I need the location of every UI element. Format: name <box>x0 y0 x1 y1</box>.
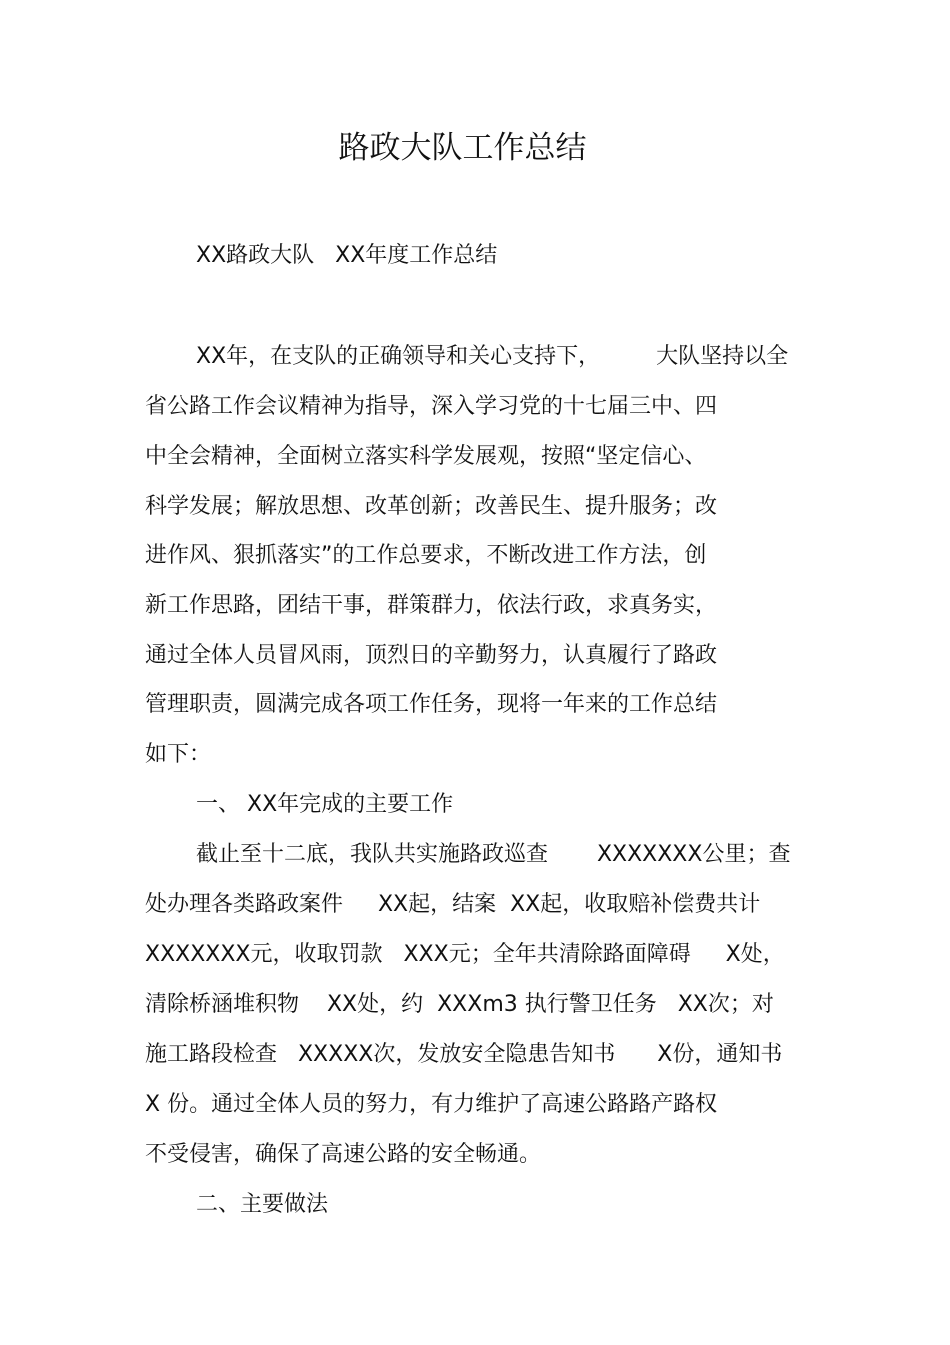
paragraph-line: 省公路工作会议精神为指导，深入学习党的十七届三中、四 <box>145 394 718 419</box>
paragraph-line: XX年，在支队的正确领导和关心支持下， 大队坚持以全 <box>196 344 789 369</box>
paragraph-line: XXXXXXX元，收取罚款 XXX元；全年共清除路面障碍 X处， <box>145 942 785 967</box>
paragraph-line: 进作风、狠抓落实”的工作总要求，不断改进工作方法，创 <box>145 543 707 568</box>
paragraph-line: X 份。通过全体人员的努力，有力维护了高速公路路产路权 <box>145 1092 718 1117</box>
paragraph-line: 通过全体人员冒风雨，顶烈日的辛勤努力，认真履行了路政 <box>145 643 718 668</box>
section-heading-1: 一、 XX年完成的主要工作 <box>196 792 454 817</box>
paragraph-line: 中全会精神，全面树立落实科学发展观，按照“坚定信心、 <box>145 444 707 469</box>
paragraph-line: 管理职责，圆满完成各项工作任务，现将一年来的工作总结 <box>145 692 718 717</box>
paragraph-line: 处办理各类路政案件 XX起，结案 XX起，收取赔补偿费共计 <box>145 892 761 917</box>
document-subtitle: XX路政大队 XX年度工作总结 <box>196 243 498 268</box>
paragraph-line: 科学发展；解放思想、改革创新；改善民生、提升服务；改 <box>145 494 718 519</box>
paragraph-line: 截止至十二底，我队共实施路政巡查 XXXXXXX公里；查 <box>196 842 791 867</box>
section-heading-2: 二、主要做法 <box>196 1192 329 1217</box>
paragraph-line: 施工路段检查 XXXXX次，发放安全隐患告知书 X份，通知书 <box>145 1042 783 1067</box>
paragraph-line: 新工作思路，团结干事，群策群力，依法行政，求真务实， <box>145 593 718 618</box>
document-title: 路政大队工作总结 <box>338 130 587 166</box>
paragraph-line: 清除桥涵堆积物 XX处，约 XXXm3 执行警卫任务 XX次；对 <box>145 992 774 1017</box>
paragraph-line: 不受侵害，确保了高速公路的安全畅通。 <box>145 1142 542 1167</box>
paragraph-line: 如下： <box>145 742 212 767</box>
